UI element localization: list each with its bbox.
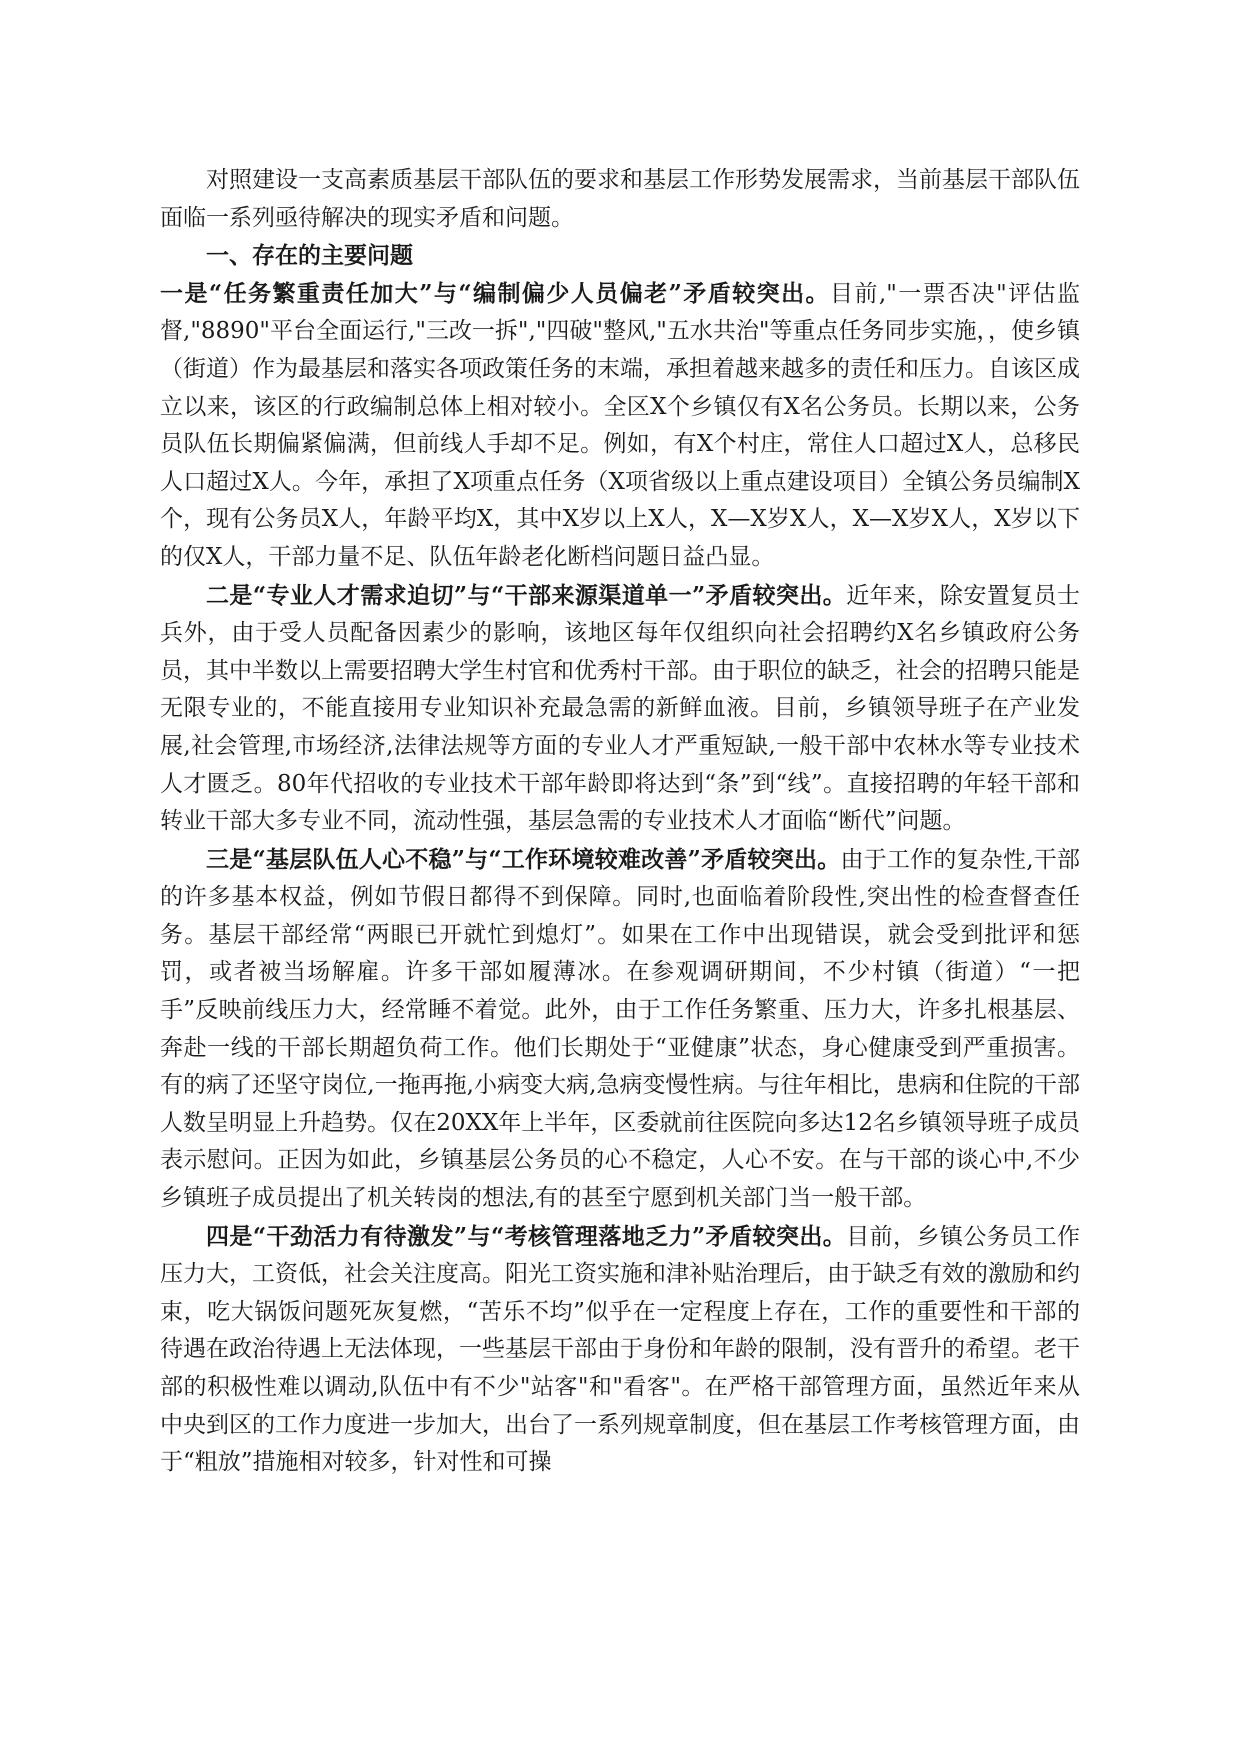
problem-2-body: 近年来，除安置复员士兵外，由于受人员配备因素少的影响，该地区每年仅组织向社会招聘约X名乡镇政府公务员，其中半数以上需要招聘大学生村官和优秀村干部。由于职位的缺乏，社会的招聘只能是无限专业的，不能直接用专业知识补充最急需的新鲜血液。目前，乡镇领导班子在产业发展,社会管理,市场经济,法律法规等方面的专业人才严重短缺,一般干部中农林水等专业技术人才匮乏。80年代招收的专业技术干部年龄即将达到“条”到“线”。直接招聘的年轻干部和转业干部大多专业不同，流动性强，基层急需的专业技术人才面临“断代”问题。 <box>160 582 1081 835</box>
problem-4-lead: 四是“干劲活力有待激发”与“考核管理落地乏力”矛盾较突出。 <box>206 1222 847 1250</box>
document-page <box>160 162 1080 1482</box>
problem-3-lead: 三是“基层队伍人心不稳”与“工作环境较难改善”矛盾较突出。 <box>206 845 841 873</box>
problem-paragraph-2 <box>160 577 1080 841</box>
problem-1-body: 目前,"一票否决"评估监督,"8890"平台全面运行,"三改一拆","四破"整风,"五水共治"等重点任务同步实施，，使乡镇（街道）作为最基层和落实各项政策任务的末端，承担着越来越多的责任和压力。自该区成立以来，该区的行政编制总体上相对较小。全区X个乡镇仅有X名公务员。长期以来，公务员队伍长期偏紧偏满，但前线人手却不足。例如，有X个村庄，常住人口超过X人，总移民人口超过X人。今年，承担了X项重点任务（X项省级以上重点建设项目）全镇公务员编制X个，现有公务员X人，年龄平均X，其中X岁以上X人，X—X岁X人，X—X岁X人，X岁以下的仅X人，干部力量不足、队伍年龄老化断档问题日益凸显。 <box>160 280 1080 570</box>
problem-paragraph-3 <box>160 841 1080 1218</box>
section-heading: 一、存在的主要问题 <box>206 242 413 270</box>
problem-2-lead: 二是“专业人才需求迫切”与“干部来源渠道单一”矛盾较突出。 <box>206 581 847 609</box>
problem-1-lead: 一是“任务繁重责任加大”与“编制偏少人员偏老”矛盾较突出。 <box>160 279 831 307</box>
problem-4-body: 目前，乡镇公务员工作压力大，工资低，社会关注度高。阳光工资实施和津补贴治理后，由于缺乏有效的激励和约束，吃大锅饭问题死灰复燃，“苦乐不均”似乎在一定程度上存在，工作的重要性和干部的待遇在政治待遇上无法体现，一些基层干部由于身份和年龄的限制，没有晋升的希望。老干部的积极性难以调动,队伍中有不少"站客"和"看客"。在严格干部管理方面，虽然近年来从中央到区的工作力度进一步加大，出台了一系列规章制度，但在基层工作考核管理方面，由于“粗放”措施相对较多，针对性和可操 <box>160 1223 1081 1476</box>
problem-paragraph-4 <box>160 1218 1080 1482</box>
intro-paragraph: 对照建设一支高素质基层干部队伍的要求和基层工作形势发展需求，当前基层干部队伍面临一系列亟待解决的现实矛盾和问题。 <box>160 167 1080 231</box>
problem-paragraph-1 <box>160 275 1080 577</box>
problem-3-body: 由于工作的复杂性,干部的许多基本权益，例如节假日都得不到保障。同时,也面临着阶段性,突出性的检查督查任务。基层干部经常“两眼已开就忙到熄灯”。如果在工作中出现错误，就会受到批评和惩罚，或者被当场解雇。许多干部如履薄冰。在参观调研期间，不少村镇（街道）“一把手”反映前线压力大，经常睡不着觉。此外，由于工作任务繁重、压力大，许多扎根基层、奔赴一线的干部长期超负荷工作。他们长期处于“亚健康”状态，身心健康受到严重损害。有的病了还坚守岗位,一拖再拖,小病变大病,急病变慢性病。与往年相比，患病和住院的干部人数呈明显上升趋势。仅在20XX年上半年，区委就前往医院向多达12名乡镇领导班子成员表示慰问。正因为如此，乡镇基层公务员的心不稳定，人心不安。在与干部的谈心中,不少乡镇班子成员提出了机关转岗的想法,有的甚至宁愿到机关部门当一般干部。 <box>160 846 1080 1212</box>
